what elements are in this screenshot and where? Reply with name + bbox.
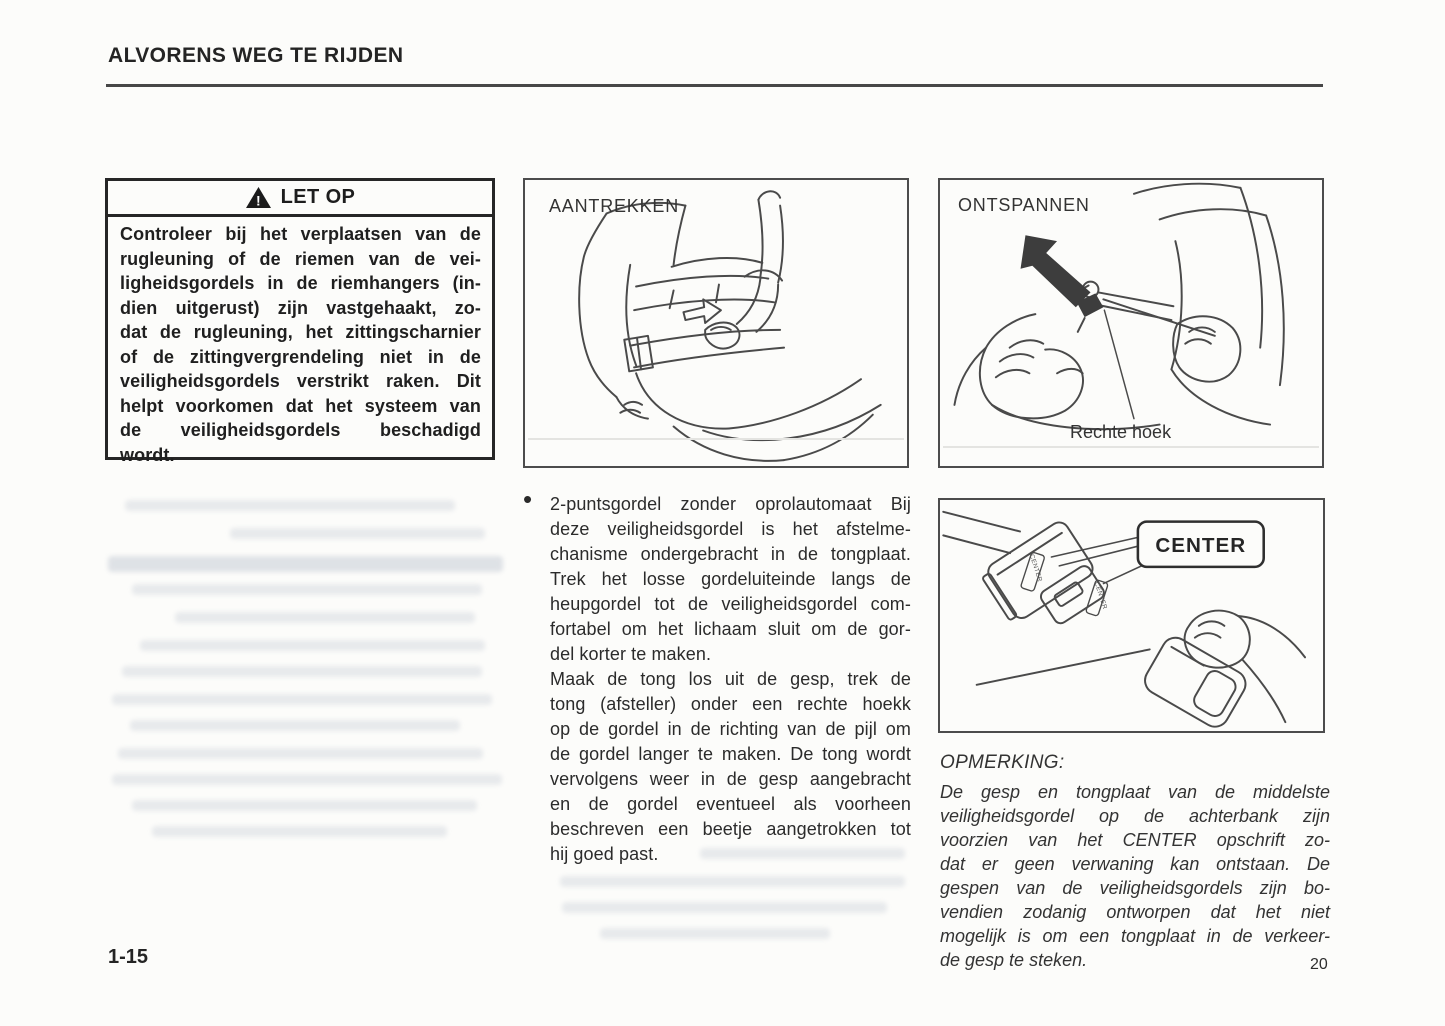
- bleed-through-line: [600, 928, 830, 939]
- bullet-paragraph-1: 2-puntsgordel zonder oprolautomaat Bij deze veiligheidsgordel is het afstelme- chanisme ondergebracht in de tongplaat. Trek het losse gordeluiteinde langs de heupgordel tot de veiligheidsgordel com- fortabel om het lichaam sluit om de gor- del korter te maken.: [550, 494, 911, 664]
- panel-ontspannen: [938, 178, 1324, 468]
- bullet-marker: •: [523, 484, 533, 514]
- warning-box: [105, 178, 495, 465]
- note-title: OPMERKING:: [940, 752, 1065, 773]
- page-number-right: 20: [1310, 956, 1328, 973]
- panel-center-belt: [938, 498, 1325, 733]
- header-rule: [106, 84, 1323, 87]
- bleed-through-line: [132, 584, 482, 595]
- bleed-through-line: [122, 666, 482, 677]
- panel-aantrekken: [523, 178, 909, 468]
- scan-artifact-line: [943, 446, 1319, 448]
- scan-artifact-line: [528, 438, 904, 440]
- bullet-paragraph-2: Maak de tong los uit de gesp, trek de tong (afsteller) onder een rechte hoekk op de gordel in de richting van de pijl om de gordel langer te maken. De tong wordt vervolgens weer in de gesp aangebracht en de gordel eventueel als voorheen beschreven een beetje aangetrokken tot hij goed past.: [550, 669, 911, 864]
- center-callout-label: CENTER: [1155, 534, 1247, 558]
- warning-title: LET OP: [280, 186, 356, 208]
- bleed-through-line: [112, 694, 492, 705]
- bleed-through-line: [132, 800, 477, 811]
- tongue-center-tag: CENTER: [1092, 581, 1109, 611]
- bleed-through-line: [112, 774, 502, 785]
- warning-exclamation-mark: !: [255, 192, 261, 209]
- page-title: ALVORENS WEG TE RIJDEN: [108, 44, 404, 67]
- warning-body: Controleer bij het verplaatsen van de rugleuning of de riemen van de vei- ligheidsgordels in de riemhangers (in- dien uitgerust) zijn vastgehaakt, zo- dat de rugleuning, het zittingscharnier of de zittingvergrendeling niet in de veiligheidsgordels verstrikt raken. Dit helpt voorkomen dat het systeem van de veiligheidsgordels beschadigd wordt.: [120, 224, 481, 465]
- bleed-through-line: [562, 902, 887, 913]
- bleed-through-line: [152, 826, 447, 837]
- center-buckle-illustration: [940, 500, 1323, 731]
- bleed-through-line: [230, 528, 485, 539]
- bleed-through-line: [700, 848, 905, 859]
- warning-triangle-icon: [245, 186, 272, 209]
- note-body: De gesp en tongplaat van de middelste veiligheidsgordel op de achterbank zijn voorzien van het CENTER opschrift zo- dat er geen verwaning kan ontstaan. De gespen van de veiligheidsgordels zijn bo- vendien zodanig ontworpen dat het niet mogelijk is om een tongplaat in de verkeer- de gesp te steken.: [940, 782, 1330, 970]
- buckle-center-tag: CENTER: [1027, 553, 1044, 583]
- panel-ontspannen-label: ONTSPANNEN: [958, 195, 1090, 215]
- belt-tightening-illustration: [525, 180, 907, 466]
- panel-aantrekken-label: AANTREKKEN: [549, 196, 680, 216]
- bleed-through-line: [118, 748, 483, 759]
- bleed-through-line: [560, 876, 905, 887]
- bleed-through-line: [108, 556, 503, 572]
- bleed-through-line: [140, 640, 485, 651]
- warning-header: [108, 181, 492, 217]
- page-number-left: 1-15: [108, 946, 149, 968]
- bleed-through-line: [125, 500, 455, 511]
- caption-rechte-hoek: Rechte hoek: [1070, 422, 1172, 442]
- bleed-through-line: [175, 612, 475, 623]
- bullet-text: [550, 492, 911, 867]
- bleed-through-line: [130, 720, 460, 731]
